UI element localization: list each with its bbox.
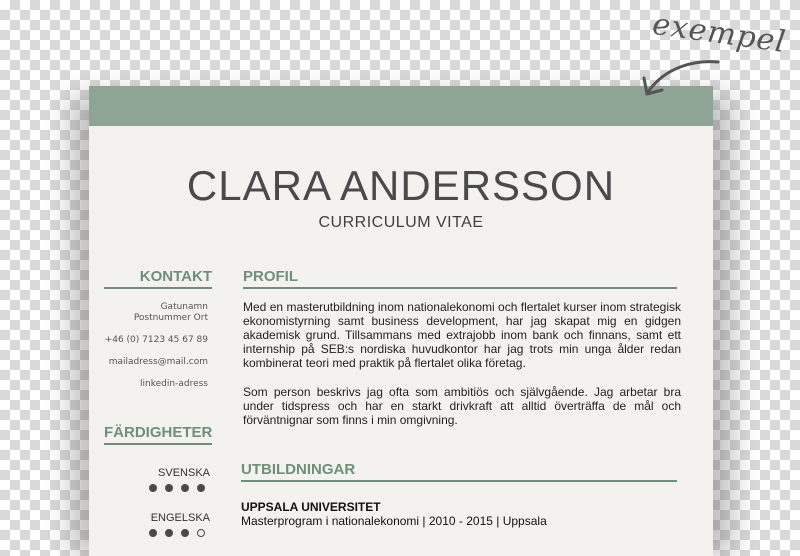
curved-arrow-icon — [636, 54, 726, 104]
skill-label-svenska: SVENSKA — [158, 467, 210, 479]
skill-dot-filled — [181, 529, 189, 537]
skill-dot-filled — [197, 484, 205, 492]
education-school: UPPSALA UNIVERSITET — [241, 500, 381, 514]
skill-dot-filled — [181, 484, 189, 492]
cv-subtitle: CURRICULUM VITAE — [318, 214, 484, 231]
skill-dot-filled — [165, 529, 173, 537]
education-program: Masterprogram i nationalekonomi | 2010 - 2015 | Uppsala — [241, 514, 547, 528]
contact-address-line2: Postnummer Ort — [133, 313, 208, 323]
skill-label-engelska: ENGELSKA — [150, 512, 210, 524]
skill-dot-filled — [165, 484, 173, 492]
profile-paragraph-2: Som person beskrivs jag ofta som ambitiös och självgående. Jag arbetar bra under tidspress och har en starkt drivkraft att alltid överträffa de mål och förväntnignar som finns i min omgivning. — [243, 385, 681, 427]
cv-name: CLARA ANDERSSON — [186, 162, 616, 209]
skill-dot-empty — [197, 529, 205, 537]
cv-page — [89, 86, 713, 556]
contact-phone: +46 (0) 7123 45 67 89 — [104, 335, 208, 345]
contact-address-line1: Gatunamn — [160, 302, 208, 312]
skills-heading: FÄRDIGHETER — [104, 424, 212, 445]
example-annotation: exempel — [650, 6, 789, 61]
skill-dot-filled — [149, 484, 157, 492]
header-color-bar — [89, 86, 713, 126]
profile-paragraph-1: Med en masterutbildning inom nationalekonomi och flertalet kurser inom strategisk ekonomistyrning samt business development, har jag skapat mig en gidgen akademisk grund. Tillsammans med extrajobb inom bank och finnans, samt ett internship på SEB:s nordiska huvudkontor har jag trots min unga ålder redan kombinerat teori med praktik på flertalet olika företag. — [243, 300, 681, 370]
profile-heading: PROFIL — [243, 268, 677, 289]
skill-level-engelska — [149, 529, 213, 539]
contact-linkedin: linkedin-adress — [140, 379, 208, 389]
skill-dot-filled — [149, 529, 157, 537]
skill-level-svenska — [149, 484, 213, 494]
contact-heading: KONTAKT — [104, 268, 212, 289]
contact-email: mailadress@mail.com — [108, 357, 208, 367]
education-heading: UTBILDNINGAR — [241, 461, 677, 482]
